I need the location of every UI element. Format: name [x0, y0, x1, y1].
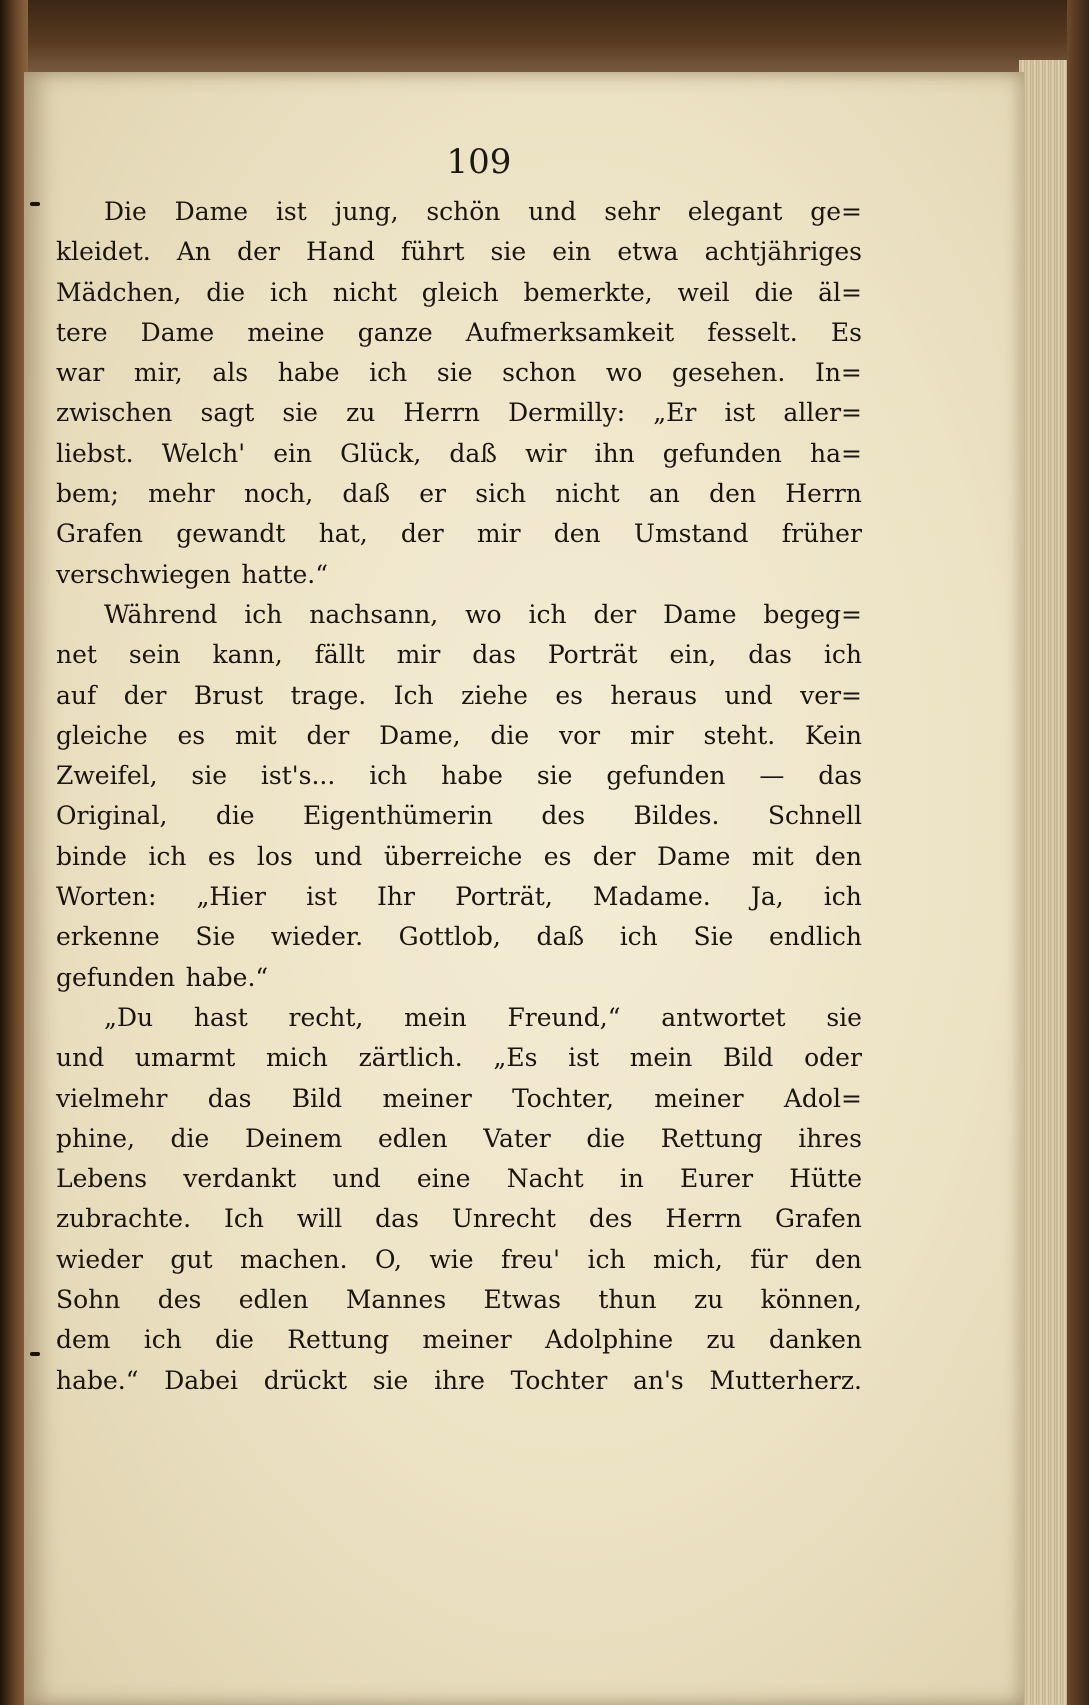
word: Hand — [306, 237, 375, 267]
word: sich — [475, 479, 527, 509]
word: binde — [56, 841, 127, 871]
margin-mark — [30, 1352, 40, 1356]
word: In= — [814, 358, 862, 388]
word: hat, — [318, 519, 368, 549]
word: verdankt — [183, 1164, 297, 1194]
text-line — [56, 192, 862, 232]
word: mich — [266, 1043, 328, 1073]
text-line — [56, 877, 862, 917]
text-line — [56, 313, 862, 353]
word: Sie — [195, 922, 236, 952]
word: wo — [605, 358, 643, 388]
word: Ihr — [377, 882, 415, 912]
word: sie — [490, 237, 527, 267]
word: bemerkte, — [523, 277, 653, 307]
word: den — [815, 841, 862, 871]
text-line — [56, 1361, 862, 1401]
word: dem — [56, 1325, 111, 1355]
word: daß — [449, 438, 497, 468]
word: gut — [170, 1244, 213, 1274]
word: umarmt — [134, 1043, 236, 1073]
word: „Er — [653, 398, 697, 428]
word: nicht — [332, 277, 397, 307]
word: können, — [760, 1285, 862, 1315]
word: fällt — [314, 640, 365, 670]
word: an — [648, 479, 680, 509]
word: zwischen — [56, 398, 173, 428]
word: edlen — [377, 1123, 448, 1153]
word: freu' — [501, 1244, 561, 1274]
word: zu — [346, 398, 376, 428]
word: ist — [568, 1043, 599, 1073]
word: gefunden — [56, 962, 176, 992]
word: achtjähriges — [704, 237, 862, 267]
word: gesehen. — [671, 358, 786, 388]
word: die — [206, 277, 246, 307]
word: Dame — [663, 599, 737, 629]
text-line — [56, 353, 862, 393]
word: antwortet — [661, 1002, 786, 1032]
word: ich — [369, 761, 408, 791]
word: kann, — [212, 640, 283, 670]
text-line — [56, 796, 862, 836]
text-line — [56, 837, 862, 877]
body-text — [56, 192, 862, 1401]
word: liebst. — [56, 438, 134, 468]
word: habe — [277, 358, 340, 388]
word: und — [314, 841, 363, 871]
word: sie — [372, 1365, 409, 1395]
word: die — [215, 1325, 254, 1355]
word: Welch' — [161, 438, 246, 468]
word: gewandt — [176, 519, 286, 549]
word: und — [56, 1043, 105, 1073]
word: Hütte — [789, 1164, 862, 1194]
word: der — [593, 599, 637, 629]
word: meiner — [382, 1083, 472, 1113]
word: Kein — [805, 720, 862, 750]
word: drückt — [263, 1365, 347, 1395]
word: als — [212, 358, 249, 388]
word: ein — [273, 438, 313, 468]
word: auf — [56, 680, 97, 710]
word: das — [472, 640, 516, 670]
word: überreiche — [383, 841, 523, 871]
word: vor — [558, 720, 601, 750]
word: es — [177, 720, 206, 750]
word: und — [332, 1164, 381, 1194]
word: zu — [706, 1325, 736, 1355]
text-line — [56, 514, 862, 554]
word: wieder — [56, 1244, 143, 1274]
word: elegant — [687, 197, 783, 226]
word: Ich — [223, 1204, 264, 1234]
text-line — [56, 756, 862, 796]
word: Rettung — [660, 1123, 763, 1153]
word: ich — [619, 922, 658, 952]
book-cover-top — [20, 0, 1089, 80]
word: hast — [193, 1002, 248, 1032]
word: wir — [525, 438, 567, 468]
word: mir — [629, 720, 674, 750]
word: den — [709, 479, 757, 509]
word: Dermilly: — [508, 398, 626, 428]
word: mit — [751, 841, 794, 871]
word: der — [123, 680, 167, 710]
word: phine, — [56, 1123, 135, 1153]
word: zärtlich. — [358, 1043, 463, 1073]
book-cover-right — [1067, 0, 1089, 1705]
word: machen. — [239, 1244, 348, 1274]
word: ver= — [800, 680, 862, 710]
word: ganze — [357, 317, 433, 347]
word: die — [754, 277, 794, 307]
text-line — [56, 716, 862, 756]
word: ihn — [594, 438, 635, 468]
word: recht, — [288, 1002, 364, 1032]
word: mich, — [653, 1244, 723, 1274]
word: ich — [148, 841, 187, 871]
word: ich — [823, 882, 862, 912]
text-line — [56, 998, 862, 1038]
word: den — [553, 519, 601, 549]
word: Porträt, — [455, 882, 553, 912]
word: Mannes — [345, 1285, 447, 1315]
word: die — [490, 720, 530, 750]
word: mir — [396, 640, 441, 670]
word: sie — [436, 358, 473, 388]
word: ich — [369, 358, 408, 388]
word: Deinem — [244, 1123, 343, 1153]
word: der — [237, 237, 280, 267]
word: nachsann, — [309, 599, 439, 629]
word: des — [588, 1204, 633, 1234]
word: war — [56, 358, 105, 388]
word: ich — [269, 277, 308, 307]
word: weil — [677, 277, 730, 307]
word: Rettung — [287, 1325, 390, 1355]
text-line — [56, 676, 862, 716]
word: habe.“ — [185, 962, 269, 992]
word: der — [306, 720, 350, 750]
word: Dame — [657, 841, 731, 871]
word: mit — [234, 720, 277, 750]
word: Grafen — [56, 519, 143, 549]
word: ich — [528, 599, 567, 629]
text-line — [56, 555, 862, 595]
word: sehr — [604, 197, 660, 226]
word: Dame — [174, 197, 249, 226]
word: ihre — [434, 1365, 485, 1395]
word: der — [400, 519, 444, 549]
word: Worten: — [56, 882, 157, 912]
word: jung, — [334, 197, 399, 226]
word: Dame — [140, 317, 215, 347]
word: Bildes. — [633, 801, 720, 831]
text-line — [56, 1199, 862, 1239]
word: hatte.“ — [241, 559, 329, 589]
word: Zweifel, — [56, 761, 158, 791]
word: meiner — [654, 1083, 744, 1113]
word: Mädchen, — [56, 277, 182, 307]
word: Gottlob, — [398, 922, 501, 952]
page-number: 109 — [446, 142, 512, 182]
word: ist's... — [260, 761, 336, 791]
word: das — [818, 761, 862, 791]
word: oder — [804, 1043, 862, 1073]
word: die — [215, 801, 255, 831]
word: Eurer — [680, 1164, 754, 1194]
word: das — [748, 640, 792, 670]
text-line — [56, 273, 862, 313]
word: verschwiegen — [56, 559, 231, 589]
word: ich — [823, 640, 862, 670]
word: noch, — [243, 479, 314, 509]
word: O, — [374, 1244, 402, 1274]
word: Grafen — [774, 1204, 862, 1234]
text-line — [56, 393, 862, 433]
word: Ich — [393, 680, 434, 710]
word: steht. — [703, 720, 776, 750]
word: meine — [247, 317, 325, 347]
word: wie — [429, 1244, 474, 1274]
word: zu — [694, 1285, 724, 1315]
word: Madame. — [592, 882, 711, 912]
word: Die — [104, 197, 147, 226]
word: Brust — [193, 680, 264, 710]
word: Bild — [723, 1043, 774, 1073]
margin-mark — [30, 202, 40, 206]
word: gefunden — [606, 761, 726, 791]
word: ein, — [669, 640, 717, 670]
word: meiner — [422, 1325, 512, 1355]
text-line — [56, 232, 862, 272]
word: und — [528, 197, 577, 226]
word: Umstand — [633, 519, 749, 549]
word: die — [170, 1123, 210, 1153]
word: sie — [282, 398, 318, 428]
word: los — [256, 841, 293, 871]
word: die — [586, 1123, 626, 1153]
word: es — [555, 680, 583, 710]
word: ist — [275, 197, 307, 226]
text-line — [56, 1320, 862, 1360]
word: endlich — [769, 922, 862, 952]
word: „Du — [104, 1002, 154, 1032]
word: Mutterherz. — [709, 1365, 862, 1395]
word: Dabei — [164, 1365, 239, 1395]
word: Etwas — [483, 1285, 561, 1315]
word: habe — [441, 761, 503, 791]
word: Es — [830, 317, 862, 347]
word: an's — [633, 1365, 684, 1395]
word: sie — [191, 761, 228, 791]
word: mein — [404, 1002, 467, 1032]
word: wieder. — [270, 922, 364, 952]
word: ist — [306, 882, 337, 912]
book-page — [24, 72, 1024, 1705]
word: Tochter — [510, 1365, 608, 1395]
word: will — [296, 1204, 343, 1234]
text-line — [56, 1119, 862, 1159]
word: heraus — [610, 680, 698, 710]
word: „Hier — [196, 882, 266, 912]
word: den — [814, 1244, 862, 1274]
word: Sohn — [56, 1285, 121, 1315]
word: Bild — [291, 1083, 343, 1113]
word: gleich — [421, 277, 499, 307]
word: sagt — [200, 398, 255, 428]
word: ziehe — [461, 680, 528, 710]
word: ge= — [810, 197, 862, 226]
word: Porträt — [547, 640, 638, 670]
word: früher — [781, 519, 862, 549]
word: Dame, — [379, 720, 461, 750]
word: Schnell — [767, 801, 862, 831]
word: danken — [768, 1325, 862, 1355]
word: nicht — [555, 479, 620, 509]
word: Herrn — [665, 1204, 743, 1234]
word: Vater — [483, 1123, 551, 1153]
word: Nacht — [506, 1164, 584, 1194]
word: trage. — [290, 680, 367, 710]
word: mir — [476, 519, 521, 549]
word: mir, — [133, 358, 183, 388]
word: Eigenthümerin — [303, 801, 493, 831]
word: und — [724, 680, 773, 710]
text-line — [56, 1240, 862, 1280]
word: Glück, — [340, 438, 422, 468]
word: äl= — [818, 277, 862, 307]
word: des — [541, 801, 586, 831]
word: net — [56, 640, 97, 670]
word: bem; — [56, 479, 119, 509]
word: ich — [143, 1325, 182, 1355]
word: Während — [104, 599, 218, 629]
word: mehr — [148, 479, 215, 509]
word: sie — [826, 1002, 862, 1032]
word: „Es — [493, 1043, 538, 1073]
word: das — [375, 1204, 419, 1234]
word: ist — [724, 398, 756, 428]
word: aller= — [783, 398, 862, 428]
word: An — [176, 237, 212, 267]
word: ich — [587, 1244, 626, 1274]
word: edlen — [238, 1285, 309, 1315]
word: begeg= — [763, 599, 862, 629]
text-line — [56, 1159, 862, 1199]
text-line — [56, 474, 862, 514]
word: Original, — [56, 801, 168, 831]
word: — — [759, 761, 785, 791]
text-line — [56, 635, 862, 675]
word: er — [419, 479, 446, 509]
word: eine — [416, 1164, 471, 1194]
word: es — [207, 841, 236, 871]
word: zubrachte. — [56, 1204, 192, 1234]
text-line — [56, 1079, 862, 1119]
word: kleidet. — [56, 237, 151, 267]
word: für — [750, 1244, 788, 1274]
word: vielmehr — [56, 1083, 168, 1113]
word: thun — [598, 1285, 657, 1315]
word: Adol= — [783, 1083, 862, 1113]
word: erkenne — [56, 922, 160, 952]
word: habe.“ — [56, 1365, 139, 1395]
word: schon — [502, 358, 577, 388]
word: gleiche — [56, 720, 148, 750]
word: daß — [342, 479, 391, 509]
word: ein — [552, 237, 592, 267]
text-line — [56, 958, 862, 998]
word: gefunden — [662, 438, 782, 468]
word: Ja, — [750, 882, 784, 912]
word: wo — [465, 599, 502, 629]
word: des — [157, 1285, 202, 1315]
word: ha= — [809, 438, 862, 468]
word: Lebens — [56, 1164, 148, 1194]
word: Herrn — [403, 398, 481, 428]
word: tere — [56, 317, 108, 347]
word: schön — [426, 197, 501, 226]
word: ich — [244, 599, 283, 629]
word: fesselt. — [707, 317, 798, 347]
word: Tochter, — [512, 1083, 614, 1113]
word: es — [543, 841, 572, 871]
word: Aufmerksamkeit — [465, 317, 675, 347]
text-line — [56, 917, 862, 957]
word: mein — [629, 1043, 693, 1073]
text-line — [56, 1038, 862, 1078]
word: Sie — [693, 922, 734, 952]
word: sie — [536, 761, 573, 791]
word: Adolphine — [545, 1325, 674, 1355]
word: der — [592, 841, 636, 871]
word: etwa — [617, 237, 679, 267]
word: Unrecht — [451, 1204, 556, 1234]
word: daß — [536, 922, 585, 952]
word: Freund,“ — [507, 1002, 621, 1032]
word: Herrn — [785, 479, 862, 509]
text-line — [56, 1280, 862, 1320]
word: führt — [400, 237, 465, 267]
word: ihres — [798, 1123, 862, 1153]
text-line — [56, 434, 862, 474]
word: das — [207, 1083, 252, 1113]
word: sein — [128, 640, 181, 670]
text-line — [56, 595, 862, 635]
word: in — [619, 1164, 644, 1194]
